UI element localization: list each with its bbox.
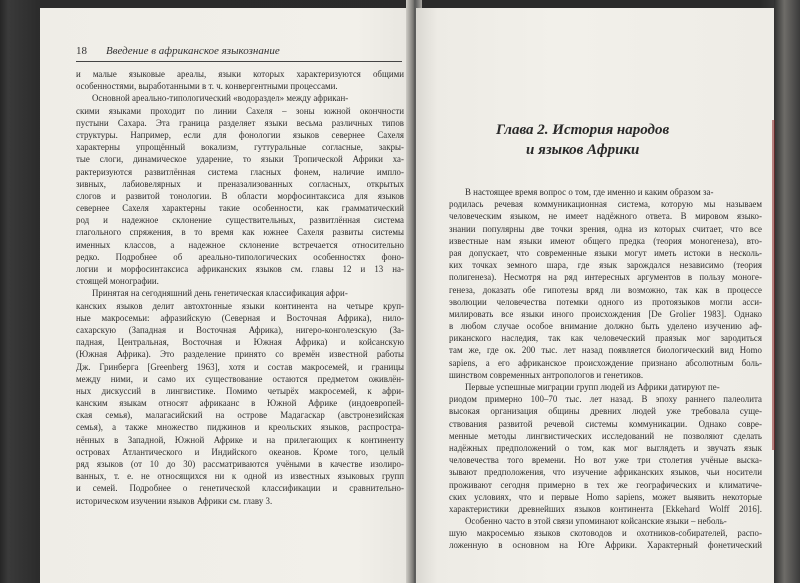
text-line: и малые языковые ареалы, языки которых характеризуются общими <box>76 69 404 79</box>
text-line: редко. Подробнее об ареально-типологических особенностях фоно- <box>76 251 404 262</box>
text-line: пустыни Сахара. Эта граница разделяет языки весьма различных типов <box>76 117 404 128</box>
text-line: ская семья), малагасийский на острове Мадагаскар (австронезийская <box>76 410 404 421</box>
chapter-title-line-1: Глава 2. История народов <box>496 122 670 138</box>
text-line: структуры. Например, если для фонологии языков севернее Сахеля <box>76 129 404 140</box>
text-line: Особенно часто в этой связи упоминают койсанские языки – неболь- <box>465 516 727 527</box>
text-line: зывают предположения, что изучение африканских языков, чьи носители <box>449 467 762 478</box>
text-line: слогов и развитой тонологии. В области морфосинтаксиса для языков <box>76 190 404 201</box>
text-line: островах Атлантического и Индийского океанов. Кроме того, целый <box>76 446 404 457</box>
text-line: Дж. Гринберга [Greenberg 1963], хотя и состав макросемей, и границы <box>76 361 404 372</box>
text-line: падная, Центральная, Восточная и Южная Африка) и койсанскую <box>76 337 404 348</box>
text-line: рая допускает, что современные языки могут иметь истоки в несколь- <box>449 247 762 258</box>
text-line: тые слоги, динамическое ударение, то языки Тропической Африки ха- <box>76 154 404 165</box>
text-line: характеристики древнейших языков континента [Ekkehard Wolff 2016]. <box>449 503 762 514</box>
text-line: В настоящее время вопрос о том, где именно и каким образом за- <box>465 187 714 197</box>
text-line: риодом примерно 100–70 тыс. лет назад. В эпоху раннего палеолита <box>449 394 762 405</box>
text-line: (Южная Африка). Это разделение принято со времён известной работы <box>76 349 404 360</box>
text-line: род и надежное склонение существительных, развитлённая система <box>76 215 404 226</box>
text-line: человечества того времени. Но вот уже три столетия учёные выска- <box>449 455 762 466</box>
chapter-title-line-2: и языков Африки <box>526 142 640 158</box>
text-line: генеза, доказать обе гипотезы вряд ли возможно, так как в процессе <box>449 284 762 295</box>
text-line: известные нам языки имеют общего предка (теория моногенеза), вто- <box>449 235 762 246</box>
text-line: именных классов, а надежное склонение встречается относительно <box>76 239 404 250</box>
text-line: канских языков делит автохтонные языки континента на четыре круп- <box>76 300 404 311</box>
text-line: милировать все языки иного происхождения [De Grolier 1983]. Однако <box>449 308 762 319</box>
running-title: Введение в африканское языкознание <box>106 45 280 57</box>
page-edge-stack <box>774 0 800 583</box>
text-line: стоящей монографии. <box>76 276 159 287</box>
text-line: sapiens, а его африканское происхождение признано абсолютным боль- <box>449 357 762 368</box>
text-line: ванных, т. е. не относящихся ни к одной из известных языковых групп <box>76 471 404 482</box>
text-line: зивных, лабиовелярных и преназализованных согласных, открытых <box>76 178 404 189</box>
text-line: полигенеза). Несмотря на ряд интересных аргументов в пользу моноге- <box>449 272 762 283</box>
text-line: ложенную в основном на Юге Африки. Характерный фонетический <box>449 540 762 551</box>
right-page <box>416 8 774 583</box>
text-line: шую макросемью языков скотоводов и охотников-собирателей, распо- <box>449 528 762 539</box>
text-line: Принятая на сегодняшний день генетическая классификация афри- <box>92 288 348 299</box>
text-line: нённых в Западной, Южной Африке и на прилегающих к континенту <box>76 434 404 445</box>
running-head <box>76 45 402 62</box>
chapter-title <box>496 120 756 160</box>
text-line: там же, где ок. 200 тыс. лет назад появляется биологический вид Homo <box>449 345 762 356</box>
text-line: между ними, и само их существование остаются предметом оживлён- <box>76 373 404 384</box>
text-line: риканского наследия, так как человеческий праязык мог зародиться <box>449 333 762 344</box>
text-line: глагольного спряжения, в то время как южнее Сахеля развиты системы <box>76 227 404 238</box>
page-number: 18 <box>76 45 87 57</box>
text-line: человеческим языком, не имеет надёжного ответа. В мировом языко- <box>449 211 762 222</box>
text-line: ствования развитой речевой системы коммуникации. Однако совре- <box>449 418 762 429</box>
text-line: шинством современных антропологов и генетиков. <box>449 369 644 380</box>
text-line: характерны упрощённый вокализм, гуттуральные согласные, закры- <box>76 142 404 153</box>
text-line: историческом изучении языков Африки см. главу 3. <box>76 495 273 506</box>
text-line: родилась речевая коммуникационная система, которую мы называем <box>449 199 762 210</box>
text-line: высокая организация общины древних людей уже требовала суще- <box>449 406 762 417</box>
text-line: в любом случае особое внимание должно быть уделено изучению аф- <box>449 321 762 332</box>
text-line: семья), а также множество пиджинов и креольских языков, распростра- <box>76 422 404 433</box>
text-line: канским языкам относят африкаанс в Южной Африке (индоевропей- <box>76 398 404 409</box>
text-line: ских условиях, что и первые Homo sapiens, может выявить некоторые <box>449 491 762 502</box>
page-edge-mark <box>772 120 775 450</box>
left-body-text <box>76 68 404 507</box>
right-body-text <box>449 186 762 552</box>
text-line: эволюции человечества потемки одного из протоязыков могли асси- <box>449 296 762 307</box>
text-line: ряд языков (от 10 до 30) рассматриваются учёными в качестве изолиро- <box>76 459 404 469</box>
left-page <box>40 8 412 583</box>
text-line: знании популярны две точки зрения, одна из которых считает, что все <box>449 223 762 234</box>
text-line: проживают сегодня примерно в тех же географических и климатиче- <box>449 479 762 490</box>
text-line: особенностями, выработанными в т. ч. конвергентными процессами. <box>76 81 338 92</box>
text-line: ные макросемьи: афразийскую (Северная и Восточная Африка), нило- <box>76 312 404 323</box>
text-line: и семей. Подробнее о генетической классификации и сравнительно- <box>76 483 404 494</box>
text-line: ных дискуссий в лингвистике. Помимо четырёх макросемей, к афри- <box>76 385 404 396</box>
text-line: менные методы лингвистических исследований не позволяют сделать <box>449 430 762 441</box>
text-line: ких точках земного шара, где язык зарождался независимо (теория <box>449 260 762 271</box>
text-line: сахарскую (Западная и Восточная Африка), нигеро-конголезскую (За- <box>76 324 404 335</box>
text-line: надёжных предположений о том, как мог выглядеть и звучать язык <box>449 442 762 453</box>
text-line: логии и морфосинтаксиса африканских языков см. главы 12 и 13 на- <box>76 264 404 274</box>
text-line: скими языками проходит по линии Сахеля – зоны южной окончности <box>76 105 404 116</box>
text-line: севернее Сахеля характерны такие особенности, как грамматический <box>76 203 404 214</box>
text-line: Основной ареально-типологический «водораздел» между африкан- <box>92 93 349 104</box>
text-line: Первые успешные миграции групп людей из Африки датируют пе- <box>465 382 720 392</box>
text-line: рактеризуются развитлённая система гласных фонем, наличие импло- <box>76 166 404 177</box>
